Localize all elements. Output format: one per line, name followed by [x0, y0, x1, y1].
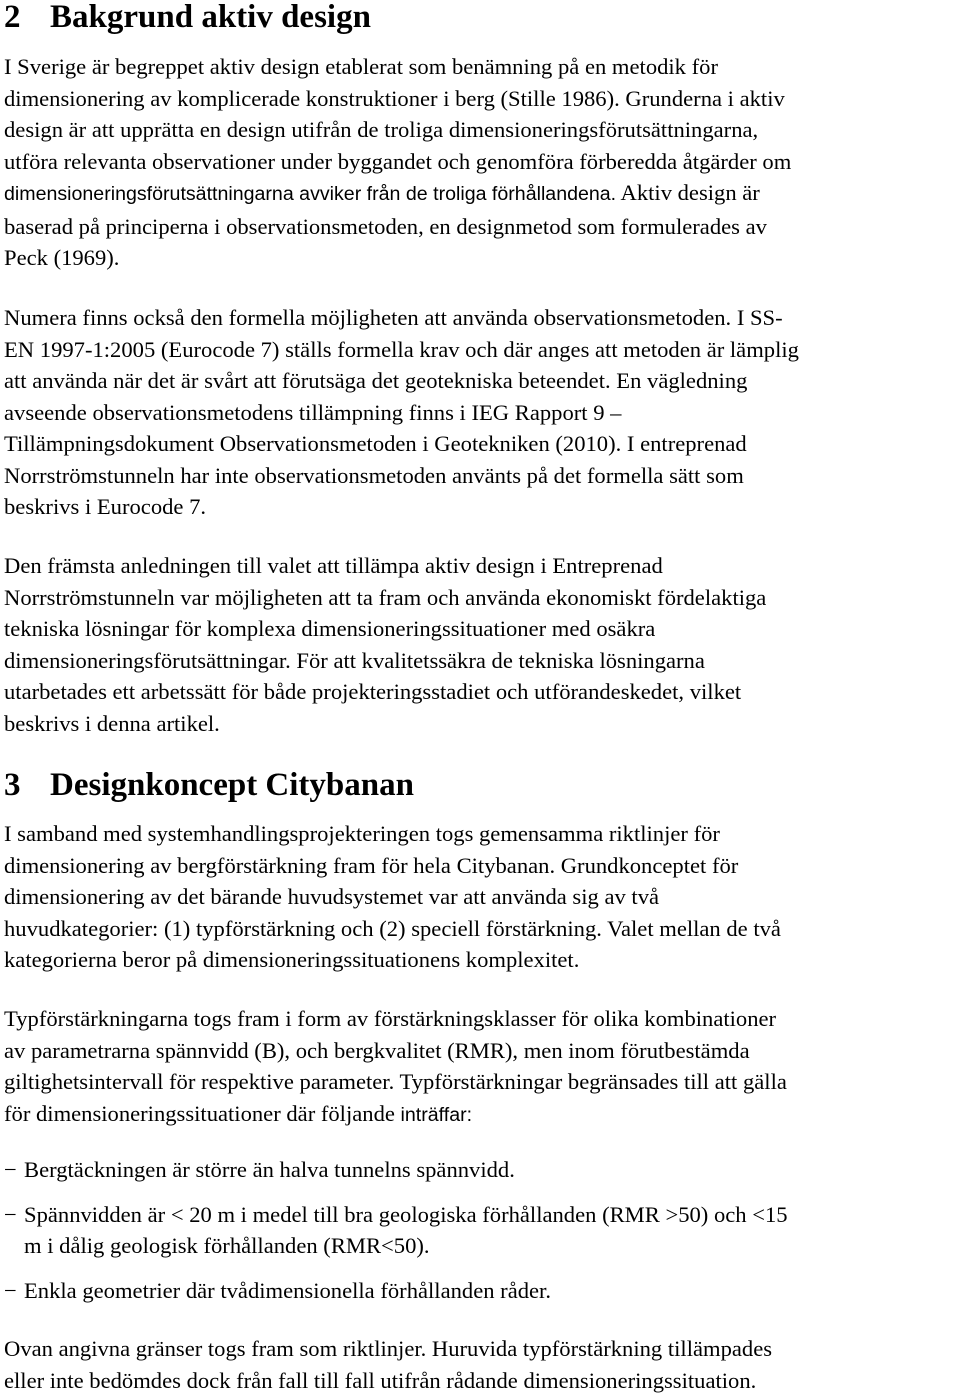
section-2-title: Bakgrund aktiv design — [50, 0, 371, 35]
text-line: eller inte bedömdes dock från fall till fall utifrån rådande dimensioneringssituation. — [4, 1367, 757, 1393]
section-3-paragraph-2 — [4, 1003, 787, 1131]
text-line: utföra relevanta observationer under byggandet och genomföra förberedda åtgärder om — [4, 148, 792, 174]
text-line: utarbetades ett arbetssätt för både projekteringsstadiet och utförandeskedet, vilket — [4, 679, 742, 704]
text-line: Den främsta anledningen till valet att tillämpa aktiv design i Entreprenad — [4, 553, 663, 578]
text-line: I Sverige är begreppet aktiv design etablerat som benämning på en metodik för — [4, 54, 718, 79]
text-line: avseende observationsmetodens tillämpning finns i IEG Rapport 9 – — [4, 399, 622, 425]
text-line: huvudkategorier: (1) typförstärkning och (2) speciell förstärkning. Valet mellan de två — [4, 915, 781, 941]
text-line: m i dålig geologisk förhållanden (RMR<50). — [24, 1233, 430, 1258]
section-2-paragraph-2 — [4, 302, 799, 523]
text-line: att använda när det är svårt att förutsäga det geotekniska beteendet. En vägledning — [4, 368, 748, 393]
sans-text-run: dimensioneringsförutsättningarna avviker från de troliga förhållandena. — [4, 183, 617, 205]
text-line: Numera finns också den formella möjligheten att använda observationsmetoden. I SS- — [4, 305, 783, 330]
section-2-paragraph-3 — [4, 550, 766, 739]
text-line: Norrströmstunneln var möjligheten att ta fram och använda ekonomiskt fördelaktiga — [4, 584, 767, 610]
dash-bullet: − — [4, 1277, 17, 1303]
text-line: baserad på principerna i observationsmetoden, en designmetod som formulerades av — [4, 213, 767, 239]
text-line: Ovan angivna gränser togs fram som riktlinjer. Huruvida typförstärkning tillämpades — [4, 1336, 773, 1361]
list-item — [4, 1154, 788, 1186]
text-line: kategorierna beror på dimensioneringssituationens komplexitet. — [4, 947, 580, 972]
dash-bullet: − — [4, 1201, 17, 1227]
text-line: Norrströmstunneln har inte observationsmetoden använts på det formella sätt som — [4, 462, 744, 488]
text-line: dimensionering av komplicerade konstruktioner i berg (Stille 1986). Grunderna i aktiv — [4, 85, 785, 111]
text-line: tekniska lösningar för komplexa dimensioneringssituationer med osäkra — [4, 616, 656, 641]
section-2-heading — [4, 0, 371, 35]
text-line: Peck (1969). — [4, 245, 120, 270]
dash-bullet: − — [4, 1157, 17, 1182]
criteria-list — [4, 1154, 788, 1306]
text-line: Typförstärkningarna togs fram i form av förstärkningsklasser för olika kombinationer — [4, 1006, 777, 1031]
text-line: Bergtäckningen är större än halva tunnelns spännvidd. — [24, 1157, 515, 1182]
text-line — [4, 177, 791, 211]
section-2-paragraph-1 — [4, 51, 791, 274]
text-line — [4, 1098, 787, 1132]
text-line: dimensionering av bergförstärkning fram för hela Citybanan. Grundkonceptet för — [4, 852, 739, 878]
text-line: design är att upprätta en design utifrån de troliga dimensioneringsförutsättningarna, — [4, 117, 759, 142]
section-3-title: Designkoncept Citybanan — [50, 767, 414, 803]
text-line: dimensionering av det bärande huvudsystemet var att använda sig av två — [4, 884, 660, 909]
section-3-number: 3 — [4, 767, 21, 803]
list-item — [4, 1275, 788, 1307]
text-line: giltighetsintervall för respektive parameter. Typförstärkningar begränsades till att gälla — [4, 1069, 787, 1094]
section-3-paragraph-1 — [4, 818, 781, 976]
text-line: beskrivs i Eurocode 7. — [4, 494, 207, 519]
serif-text-run: för dimensioneringssituationer där följande — [4, 1100, 401, 1126]
text-line: Enkla geometrier där tvådimensionella förhållanden råder. — [24, 1277, 551, 1303]
sans-text-run: inträffar: — [400, 1103, 473, 1126]
list-item — [4, 1199, 788, 1262]
section-3-paragraph-3 — [4, 1333, 772, 1396]
text-line: Tillämpningsdokument Observationsmetoden i Geotekniken (2010). I entreprenad — [4, 431, 747, 456]
serif-text-run: Aktiv design är — [616, 180, 760, 205]
text-line: Spännvidden är < 20 m i medel till bra geologiska förhållanden (RMR >50) och <15 — [24, 1201, 788, 1227]
text-line: beskrivs i denna artikel. — [4, 710, 220, 736]
section-2-number: 2 — [4, 0, 21, 35]
text-line: av parametrarna spännvidd (B), och bergkvalitet (RMR), men inom förutbestämda — [4, 1037, 750, 1063]
text-line: I samband med systemhandlingsprojekteringen togs gemensamma riktlinjer för — [4, 821, 720, 846]
text-line: EN 1997-1:2005 (Eurocode 7) ställs formella krav och där anges att metoden är lämplig — [4, 336, 799, 362]
section-3-heading — [4, 767, 414, 803]
text-line: dimensioneringsförutsättningar. För att kvalitetssäkra de tekniska lösningarna — [4, 647, 705, 673]
